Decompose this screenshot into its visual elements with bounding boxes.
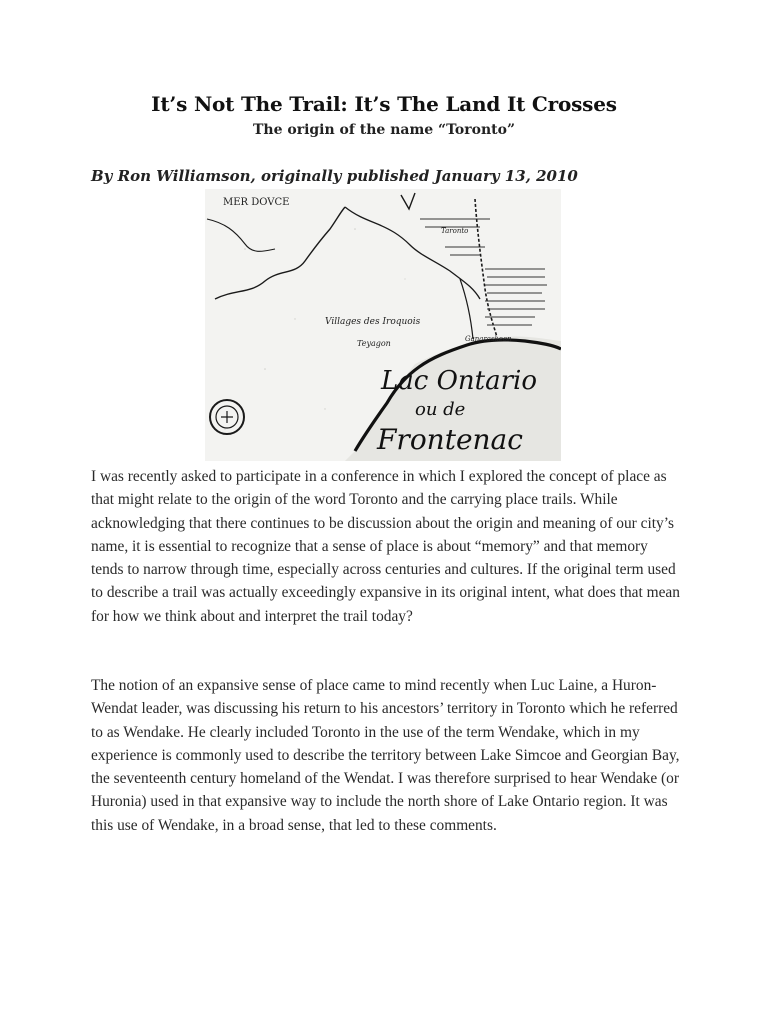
article-title: It’s Not The Trail: It’s The Land It Crosses (151, 92, 617, 116)
map-label-ou-de: ou de (415, 399, 466, 420)
map-label-teyagon: Teyagon (357, 339, 391, 348)
article-subtitle: The origin of the name “Toronto” (252, 122, 516, 138)
shore-line-west (207, 219, 275, 251)
article-byline: By Ron Williamson, originally published January 13, 2010 (91, 167, 578, 185)
arrow-icon (401, 193, 415, 209)
map-label-taronto: Taronto (441, 227, 469, 235)
map-drawing (205, 189, 561, 461)
handwritten-notes (420, 219, 547, 325)
historical-map-image (205, 189, 561, 461)
river-line (215, 207, 345, 299)
carrying-place-trail (475, 199, 497, 337)
paragraph-2: The notion of an expansive sense of place came to mind recently when Luc Laine, a Huron-Wendat leader, was discussing his return to his ancestors’ territory in Toronto which he referred to as Wendake. He clearly included Toronto in the use of the term Wendake, which in my experience is commonly used to describe the territory between Lake Simcoe and Georgian Bay, the seventeenth century homeland of the Wendat. I was therefore surprised to hear Wendake (or Huronia) used in that expansive way to include the north shore of Lake Ontario region. It was this use of Wendake, in a broad sense, that led to these comments. (91, 677, 680, 834)
shore-line-east (345, 207, 480, 299)
map-label-mer-douce: MER DOVCE (223, 197, 290, 208)
paragraph-1: I was recently asked to participate in a conference in which I explored the concept of place as that might relate to the origin of the word Toronto and the carrying place trails. While acknowledging that there continues to be discussion about the origin and meaning of our city’s name, it is essential to recognize that a sense of place is about “memory” and that memory tends to narrow through time, especially across centuries and cultures. If the original term used to describe a trail was actually exceedingly expansive in its original intent, what does that mean for how we think about and interpret the trail today? (91, 468, 680, 625)
map-label-frontenac: Frontenac (377, 423, 523, 456)
map-label-villages: Villages des Iroquois (325, 317, 421, 327)
map-label-lac: Lac Ontario (381, 366, 537, 396)
seal-emblem (210, 400, 244, 434)
map-label-ganarask: Ganaraskeon (465, 335, 512, 343)
